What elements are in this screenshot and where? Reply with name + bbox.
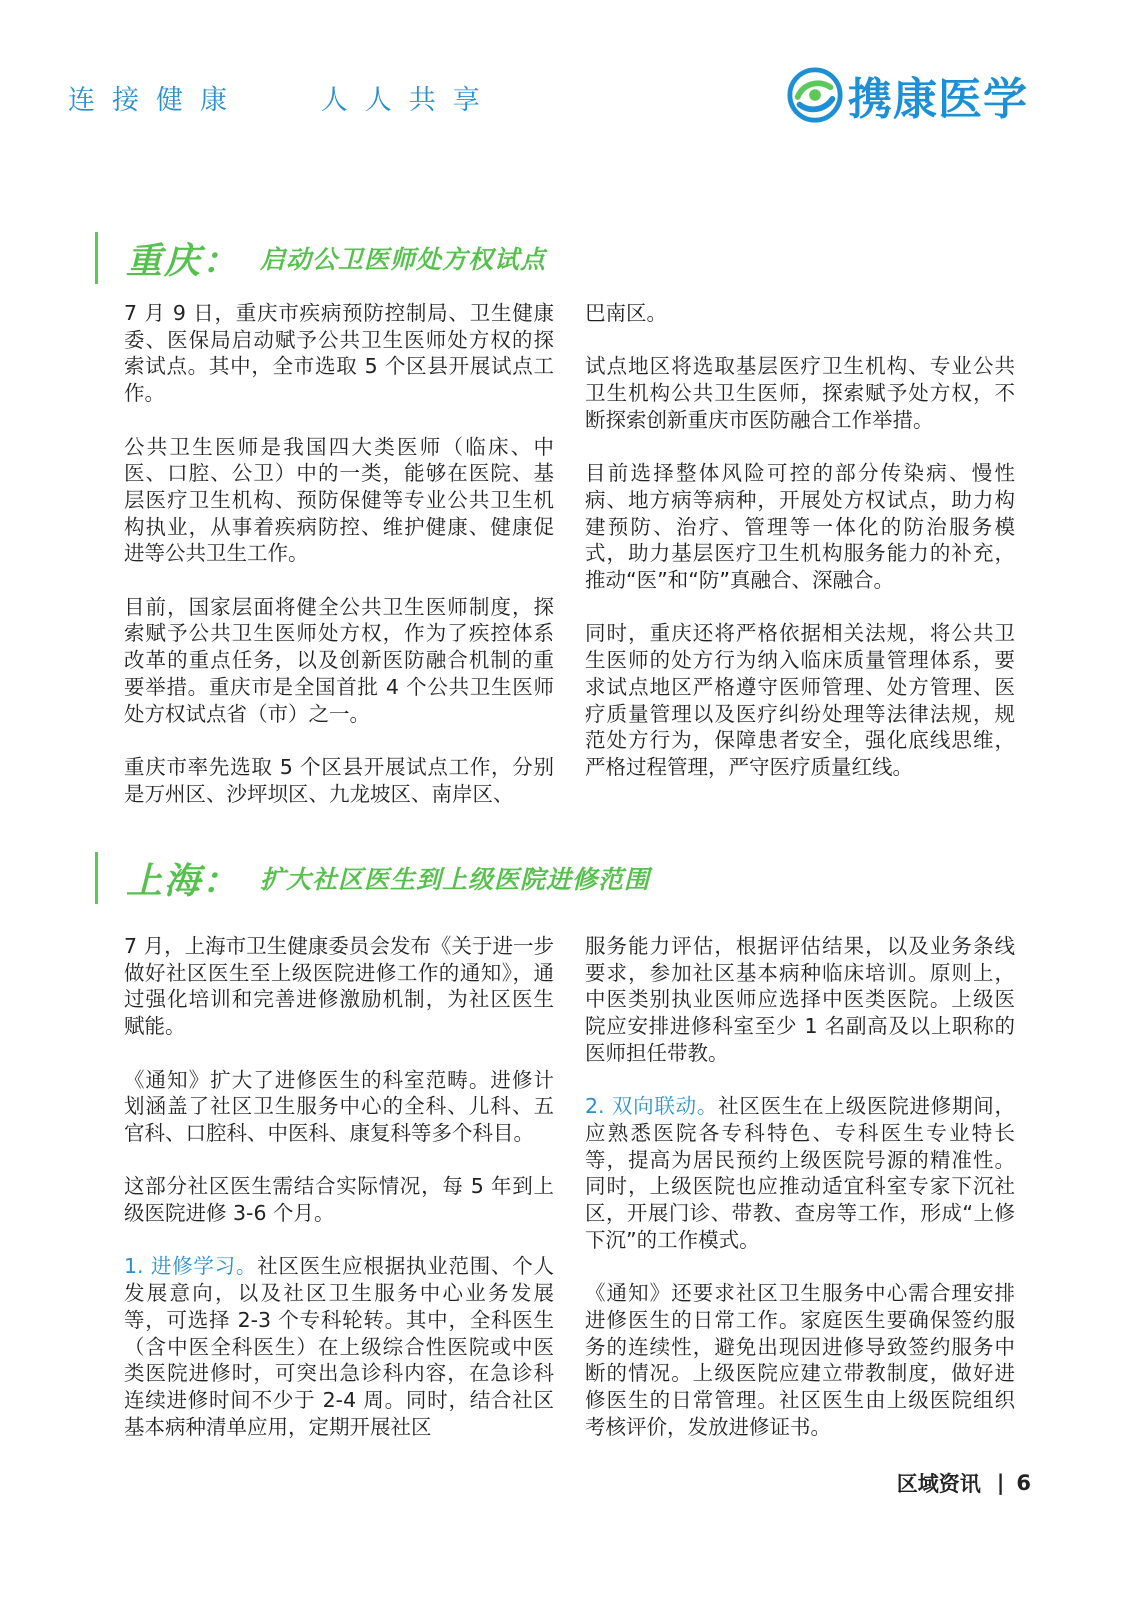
section-topic: 扩大社区医生到上级医院进修范围 (260, 865, 651, 894)
paragraph: 7 月 9 日，重庆市疾病预防控制局、卫生健康委、医保局启动赋予公共卫生医师处方权的探索试点。其中，全市选取 5 个区县开展试点工作。 (124, 301, 554, 406)
brand-logo-icon (786, 66, 844, 124)
article-left-column (124, 933, 554, 1440)
paragraph: 同时，重庆还将严格依据相关法规，将公共卫生医师的处方行为纳入临床质量管理体系，要求试点地区严格遵守医师管理、处方管理、医疗质量管理以及医疗纠纷处理等法律法规，规范处方行为，保障患者安全，强化底线思维，严格过程管理，严守医疗质量红线。 (585, 621, 1015, 779)
paragraph: 服务能力评估，根据评估结果，以及业务条线要求，参加社区基本病种临床培训。原则上，中医类别执业医师应选择中医类医院。上级医院应安排进修科室至少 1 名副高及以上职称的医师担任带教。 (585, 934, 1015, 1065)
highlight-text: 社区医生应根据执业范围、个人发展意向，以及社区卫生服务中心业务发展等，可选择 2-3 个专科轮转。其中，全科医生（含中医全科医生）在上级综合性医院或中医类医院进修时，可突出急诊科内容，在急诊科连续进修时间不少于 2-4 周。同时，结合社区基本病种清单应用，定期开展社区 (124, 1254, 555, 1439)
highlight-text: 社区医生在上级医院进修期间，应熟悉医院各专科特色、专科医生专业特长等，提高为居民预约上级医院号源的精准性。同时，上级医院也应推动适宜科室专家下沉社区，开展门诊、带教、查房等工作，形成“上修下沉”的工作模式。 (585, 1094, 1016, 1252)
footer-separator: | (996, 1471, 1005, 1495)
paragraph: 目前选择整体风险可控的部分传染病、慢性病、地方病等病种，开展处方权试点，助力构建预防、治疗、管理等一体化的防治服务模式，助力基层医疗卫生机构服务能力的补充，推动“医”和“防”真融合、深融合。 (585, 461, 1015, 592)
section-city: 重庆 (126, 240, 203, 282)
page-number: 6 (1016, 1471, 1031, 1495)
brand-logo-text: 携康医学 (848, 74, 1028, 125)
footer-section-name: 区域资讯 (896, 1472, 981, 1496)
article-right-column (585, 300, 1015, 781)
paragraph: 重庆市率先选取 5 个区县开展试点工作，分别是万州区、沙坪坝区、九龙坡区、南岸区、 (124, 754, 554, 806)
page-footer (897, 1468, 1031, 1498)
section-city: 上海 (126, 860, 203, 902)
highlight-label: 1. 进修学习。 (124, 1254, 258, 1279)
brand-logo (786, 60, 1028, 130)
paragraph: 巴南区。 (585, 301, 667, 325)
header-slogan: 连接健康 人人共享 (68, 85, 497, 116)
article-left-column (124, 300, 554, 807)
paragraph: 《通知》扩大了进修医生的科室范畴。进修计划涵盖了社区卫生服务中心的全科、儿科、五官科、口腔科、中医科、康复科等多个科目。 (124, 1067, 554, 1145)
article-right-column (585, 933, 1015, 1440)
section-colon: ： (202, 860, 239, 902)
paragraph: 目前，国家层面将健全公共卫生医师制度，探索赋予公共卫生医师处方权，作为了疾控体系改革的重点任务，以及创新医防融合机制的重要举措。重庆市是全国首批 4 个公共卫生医师处方权试点省（市）之一。 (124, 594, 554, 726)
highlight-label: 2. 双向联动。 (585, 1094, 719, 1119)
paragraph: 7 月，上海市卫生健康委员会发布《关于进一步做好社区医生至上级医院进修工作的通知》，通过强化培训和完善进修激励机制，为社区医生赋能。 (124, 934, 554, 1039)
paragraph: 试点地区将选取基层医疗卫生机构、专业公共卫生机构公共卫生医师，探索赋予处方权，不断探索创新重庆市医防融合工作举措。 (585, 354, 1015, 432)
section-heading-shanghai (95, 852, 650, 904)
section-topic: 启动公卫医师处方权试点 (260, 245, 547, 274)
section-heading-chongqing (95, 232, 546, 284)
paragraph: 公共卫生医师是我国四大类医师（临床、中医、口腔、公卫）中的一类，能够在医院、基层医疗卫生机构、预防保健等专业公共卫生机构执业，从事着疾病防控、维护健康、健康促进等公共卫生工作。 (124, 434, 554, 566)
paragraph (585, 1093, 1015, 1253)
paragraph (124, 1253, 554, 1440)
paragraph: 这部分社区医生需结合实际情况，每 5 年到上级医院进修 3-6 个月。 (124, 1174, 554, 1225)
section-colon: ： (202, 240, 239, 282)
paragraph: 《通知》还要求社区卫生服务中心需合理安排进修医生的日常工作。家庭医生要确保签约服务的连续性，避免出现因进修导致签约服务中断的情况。上级医院应建立带教制度，做好进修医生的日常管理。社区医生由上级医院组织考核评价，发放进修证书。 (585, 1281, 1015, 1439)
